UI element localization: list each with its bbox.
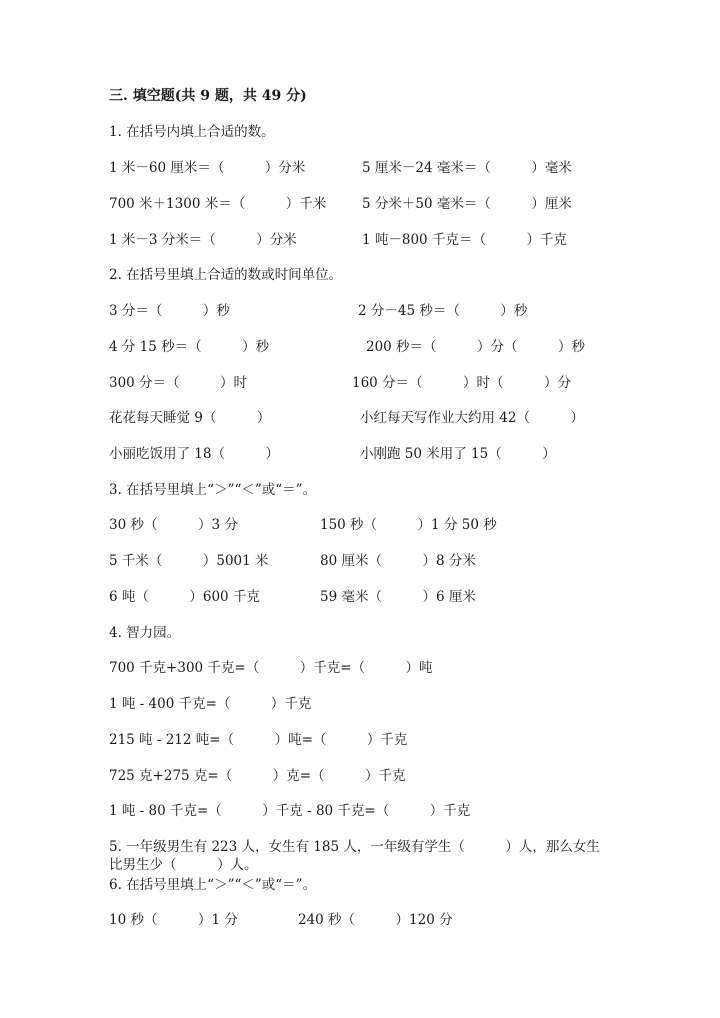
q3-item: 150 秒（ ）1 分 50 秒 bbox=[320, 517, 497, 533]
q5-line2: 比男生少（ ）人。 bbox=[109, 857, 258, 873]
q3-item: 30 秒（ ）3 分 bbox=[109, 517, 238, 533]
q2-item: 160 分＝（ ）时（ ）分 bbox=[352, 375, 572, 391]
q1-item: 1 米－3 分米＝（ ）分米 bbox=[109, 232, 297, 248]
q4-item: 725 克+275 克=（ ）克=（ ）千克 bbox=[109, 768, 406, 784]
q2-item: 小丽吃饭用了 18（ ） bbox=[109, 446, 279, 462]
q1-item: 1 吨－800 千克＝（ ）千克 bbox=[362, 232, 567, 248]
q3-item: 59 毫米（ ）6 厘米 bbox=[320, 589, 476, 605]
q1-item: 5 分米＋50 毫米＝（ ）厘米 bbox=[362, 196, 572, 212]
q2-item: 小红每天写作业大约用 42（ ） bbox=[360, 410, 584, 426]
q4-item: 700 千克+300 千克=（ ）千克=（ ）吨 bbox=[109, 660, 433, 676]
q4-item: 1 吨 - 400 千克=（ ）千克 bbox=[109, 696, 312, 712]
q6-prompt: 6. 在括号里填上“＞”“＜”或“＝”。 bbox=[109, 877, 317, 893]
q2-item: 200 秒＝（ ）分（ ）秒 bbox=[366, 339, 586, 355]
q2-item: 300 分＝（ ）时 bbox=[109, 375, 248, 391]
q2-item: 4 分 15 秒＝（ ）秒 bbox=[109, 339, 270, 355]
q2-item: 花花每天睡觉 9（ ） bbox=[109, 410, 271, 426]
q4-item: 1 吨 - 80 千克=（ ）千克 - 80 千克=（ ）千克 bbox=[109, 803, 471, 819]
q6-item: 10 秒（ ）1 分 bbox=[109, 912, 238, 928]
q4-item: 215 吨 - 212 吨=（ ）吨=（ ）千克 bbox=[109, 732, 408, 748]
q6-item: 240 秒（ ）120 分 bbox=[298, 912, 453, 928]
q4-prompt: 4. 智力园。 bbox=[109, 625, 181, 641]
q2-prompt: 2. 在括号里填上合适的数或时间单位。 bbox=[109, 267, 343, 283]
q2-item: 小刚跑 50 米用了 15（ ） bbox=[360, 446, 556, 462]
q1-item: 700 米＋1300 米＝（ ）千米 bbox=[109, 196, 327, 212]
q1-item: 1 米－60 厘米＝（ ）分米 bbox=[109, 160, 306, 176]
q5-line1: 5. 一年级男生有 223 人，女生有 185 人，一年级有学生（ ）人，那么女生 bbox=[109, 839, 600, 855]
q3-item: 5 千米（ ）5001 米 bbox=[109, 553, 269, 569]
q3-item: 80 厘米（ ）8 分米 bbox=[320, 553, 476, 569]
q2-item: 3 分＝（ ）秒 bbox=[109, 303, 230, 319]
q3-item: 6 吨（ ）600 千克 bbox=[109, 589, 260, 605]
q1-item: 5 厘米－24 毫米＝（ ）毫米 bbox=[362, 160, 572, 176]
section-title: 三. 填空题(共 9 题，共 49 分) bbox=[109, 88, 307, 104]
q3-prompt: 3. 在括号里填上“＞”“＜”或“＝”。 bbox=[109, 482, 317, 498]
q2-item: 2 分－45 秒＝（ ）秒 bbox=[358, 303, 528, 319]
q1-prompt: 1. 在括号内填上合适的数。 bbox=[109, 124, 275, 140]
